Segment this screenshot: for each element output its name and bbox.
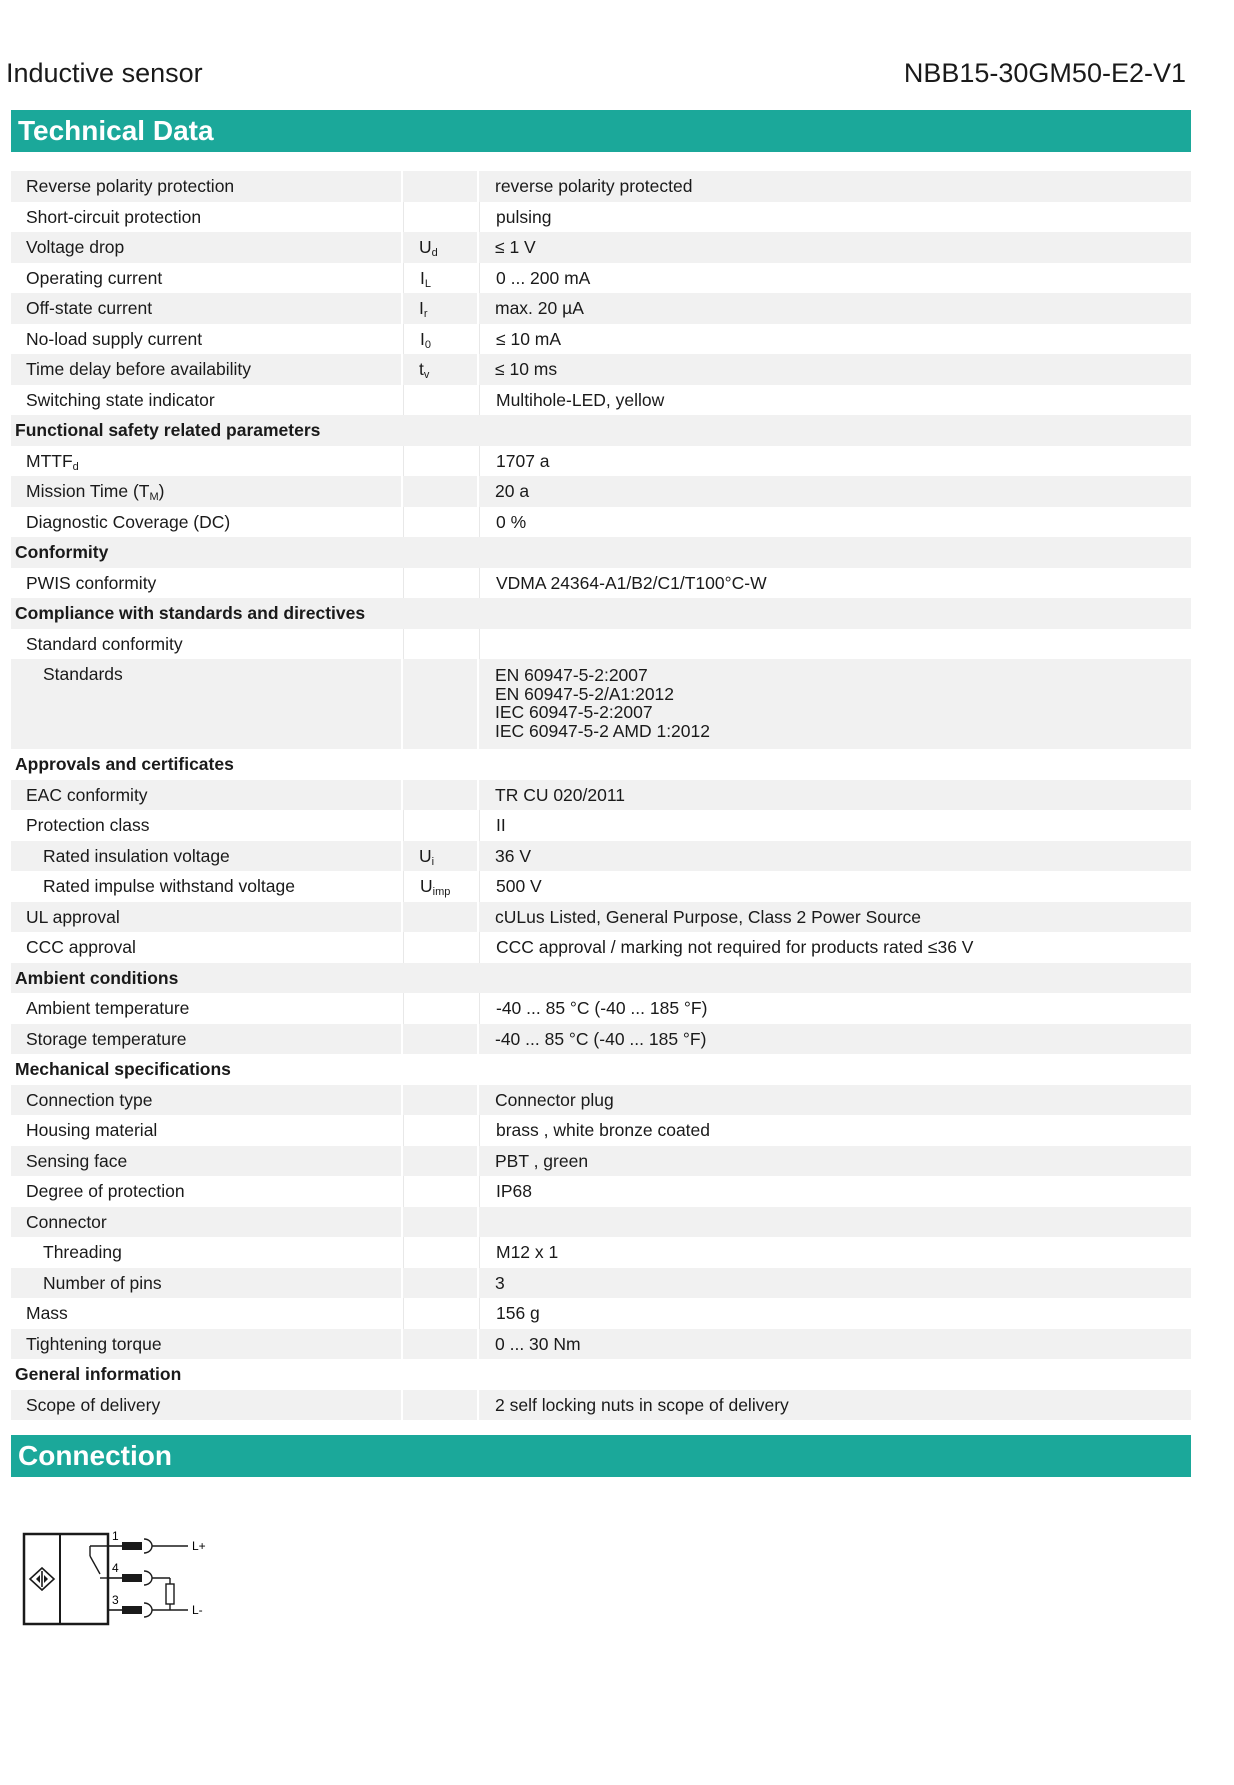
table-row: Rated insulation voltage $U_i$ 36 V [11,841,1191,872]
section-heading: Functional safety related parameters [11,415,1191,446]
table-row: UL approval cULus Listed, General Purpose, Class 2 Power Source [11,902,1191,933]
model-number: NBB15-30GM50-E2-V1 [903,58,1186,88]
section-heading: Ambient conditions [11,963,1191,994]
table-row: Standards EN 60947-5-2:2007 EN 60947-5-2/A1:2012 IEC 60947-5-2:2007 IEC 60947-5-2 AMD 1:2012 [11,659,1191,749]
table-row: Operating current $I_L$ 0 ... 200 mA [11,263,1191,294]
section-heading: Compliance with standards and directives [11,598,1191,629]
technical-data-banner: Technical Data [11,110,1191,152]
table-row: $MTTF_d$ 1707 a [11,446,1191,477]
table-row: CCC approval CCC approval / marking not required for products rated ≤36 V [11,932,1191,963]
table-row: Ambient temperature -40 ... 85 °C (-40 ... 185 °F) [11,993,1191,1024]
pin-1-label: 1 [112,1529,119,1543]
pin-4-contact [122,1574,142,1582]
product-type: Inductive sensor [6,58,203,88]
table-row: Sensing face PBT , green [11,1146,1191,1177]
table-row: Number of pins 3 [11,1268,1191,1299]
table-row: Degree of protection IP68 [11,1176,1191,1207]
table-row: PWIS conformity VDMA 24364-A1/B2/C1/T100°C-W [11,568,1191,599]
table-row: Switching state indicator Multihole-LED, yellow [11,385,1191,416]
connection-banner: Connection [11,1435,1191,1477]
table-row: Off-state current $I_r$ max. 20 µA [11,293,1191,324]
document-header [6,58,1186,94]
table-row: Connector [11,1207,1191,1238]
table-row: Diagnostic Coverage (DC) 0 % [11,507,1191,538]
l-plus-label: L+ [192,1539,206,1553]
section-heading: Conformity [11,537,1191,568]
load-resistor-icon [166,1584,174,1604]
l-minus-label: L- [192,1603,203,1617]
table-row: Scope of delivery 2 self locking nuts in scope of delivery [11,1390,1191,1421]
table-row: Mass 156 g [11,1298,1191,1329]
technical-data-table [11,171,1191,1420]
pin-3-label: 3 [112,1593,119,1607]
table-row: Reverse polarity protection reverse polarity protected [11,171,1191,202]
table-row: No-load supply current $I_0$ ≤ 10 mA [11,324,1191,355]
pin-3-contact [122,1606,142,1614]
table-row: Threading M12 x 1 [11,1237,1191,1268]
table-row: EAC conformity TR CU 020/2011 [11,780,1191,811]
table-row: Short-circuit protection pulsing [11,202,1191,233]
table-row: Protection class II [11,810,1191,841]
section-heading: Mechanical specifications [11,1054,1191,1085]
table-row: Mission Time $(T_M)$ 20 a [11,476,1191,507]
table-row: Storage temperature -40 ... 85 °C (-40 ... 185 °F) [11,1024,1191,1055]
connection-diagram [18,1528,218,1638]
table-row: Standard conformity [11,629,1191,660]
table-row: Connection type Connector plug [11,1085,1191,1116]
table-row: Time delay before availability $t_v$ ≤ 10 ms [11,354,1191,385]
table-row: Rated impulse withstand voltage $U_{imp}$ 500 V [11,871,1191,902]
table-row: Housing material brass , white bronze coated [11,1115,1191,1146]
section-heading: General information [11,1359,1191,1390]
section-heading: Approvals and certificates [11,749,1191,780]
standards-list: EN 60947-5-2:2007 EN 60947-5-2/A1:2012 IEC 60947-5-2:2007 IEC 60947-5-2 AMD 1:2012 [479,659,1191,749]
table-row: Voltage drop $U_d$ ≤ 1 V [11,232,1191,263]
pin-4-label: 4 [112,1561,119,1575]
table-row: Tightening torque 0 ... 30 Nm [11,1329,1191,1360]
pin-1-contact [122,1542,142,1550]
